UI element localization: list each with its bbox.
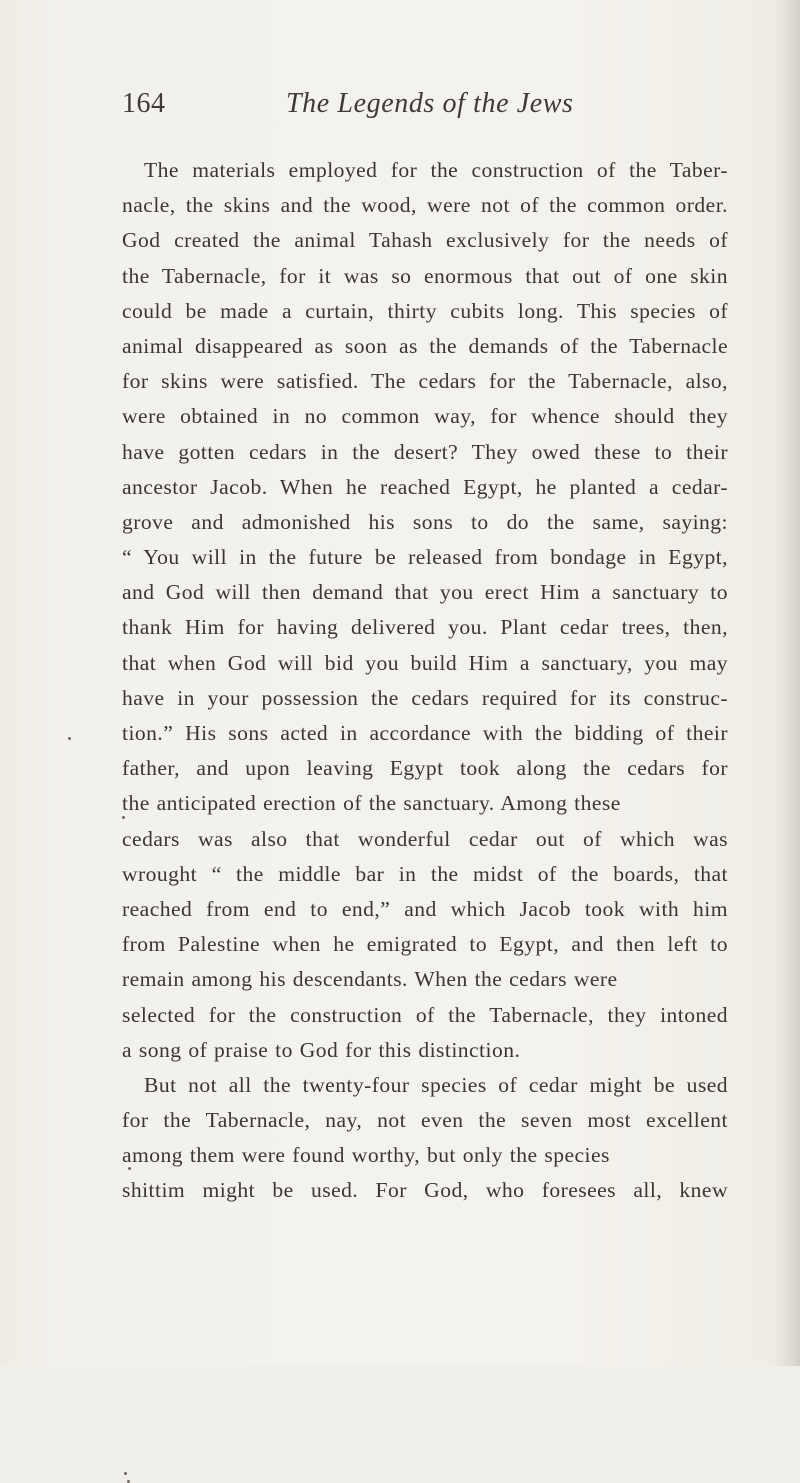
text-line: from Palestine when he emigrated to Egypt, and then left to xyxy=(122,932,728,957)
text-line: were obtained in no common way, for whence should they xyxy=(122,404,728,429)
text-line: cedars was also that wonderful cedar out of which was xyxy=(122,826,728,851)
text-line: and God will then demand that you erect Him a sanctuary to xyxy=(122,580,728,605)
text-line: have gotten cedars in the desert? They owed these to their xyxy=(122,439,728,464)
book-title: The Legends of the Jews xyxy=(286,88,574,119)
text-line: a song of praise to God for this distinction. xyxy=(122,1037,521,1062)
text-line: remain among his descendants. When the cedars were xyxy=(122,967,618,992)
paper-speck xyxy=(128,1167,131,1170)
text-line: could be made a curtain, thirty cubits long. This species of xyxy=(122,298,728,323)
text-line: ancestor Jacob. When he reached Egypt, he planted a cedar- xyxy=(122,474,728,499)
text-line: shittim might be used. For God, who foresees all, knew xyxy=(122,1178,728,1203)
page-number: 164 xyxy=(122,88,166,119)
text-line: animal disappeared as soon as the demands of the Tabernacle xyxy=(122,333,728,358)
text-line: that when God will bid you build Him a sanctuary, you may xyxy=(122,650,728,675)
paper-speck xyxy=(124,1472,127,1475)
text-line: thank Him for having delivered you. Plant cedar trees, then, xyxy=(122,615,728,640)
paper-speck xyxy=(68,737,71,740)
text-line: the Tabernacle, for it was so enormous that out of one skin xyxy=(122,263,728,288)
text-line: reached from end to end,” and which Jacob took with him xyxy=(122,896,728,921)
text-line: among them were found worthy, but only the species xyxy=(122,1143,610,1168)
text-line: for skins were satisfied. The cedars for the Tabernacle, also, xyxy=(122,369,728,394)
text-line: God created the animal Tahash exclusively for the needs of xyxy=(122,228,728,253)
text-line: nacle, the skins and the wood, were not of the common order. xyxy=(122,193,728,218)
text-line: grove and admonished his sons to do the same, saying: xyxy=(122,509,728,534)
text-line: for the Tabernacle, nay, not even the seven most excellent xyxy=(122,1108,728,1133)
page-edge-shadow xyxy=(774,0,800,1366)
text-line: have in your possession the cedars required for its construc- xyxy=(122,685,728,710)
text-line: tion.” His sons acted in accordance with the bidding of their xyxy=(122,721,728,745)
text-line: The materials employed for the construction of the Taber- xyxy=(144,158,728,182)
text-line: wrought “ the middle bar in the midst of the boards, that xyxy=(122,861,728,886)
text-line: But not all the twenty-four species of cedar might be used xyxy=(144,1072,728,1097)
text-line: father, and upon leaving Egypt took along the cedars for xyxy=(122,756,728,781)
paper-speck xyxy=(122,816,125,819)
body-text xyxy=(122,153,728,1209)
text-line: the anticipated erection of the sanctuary. Among these xyxy=(122,791,621,816)
text-line: selected for the construction of the Tabernacle, they intoned xyxy=(122,1002,728,1027)
text-line: “ You will in the future be released from bondage in Egypt, xyxy=(122,545,728,570)
running-head xyxy=(122,88,722,128)
